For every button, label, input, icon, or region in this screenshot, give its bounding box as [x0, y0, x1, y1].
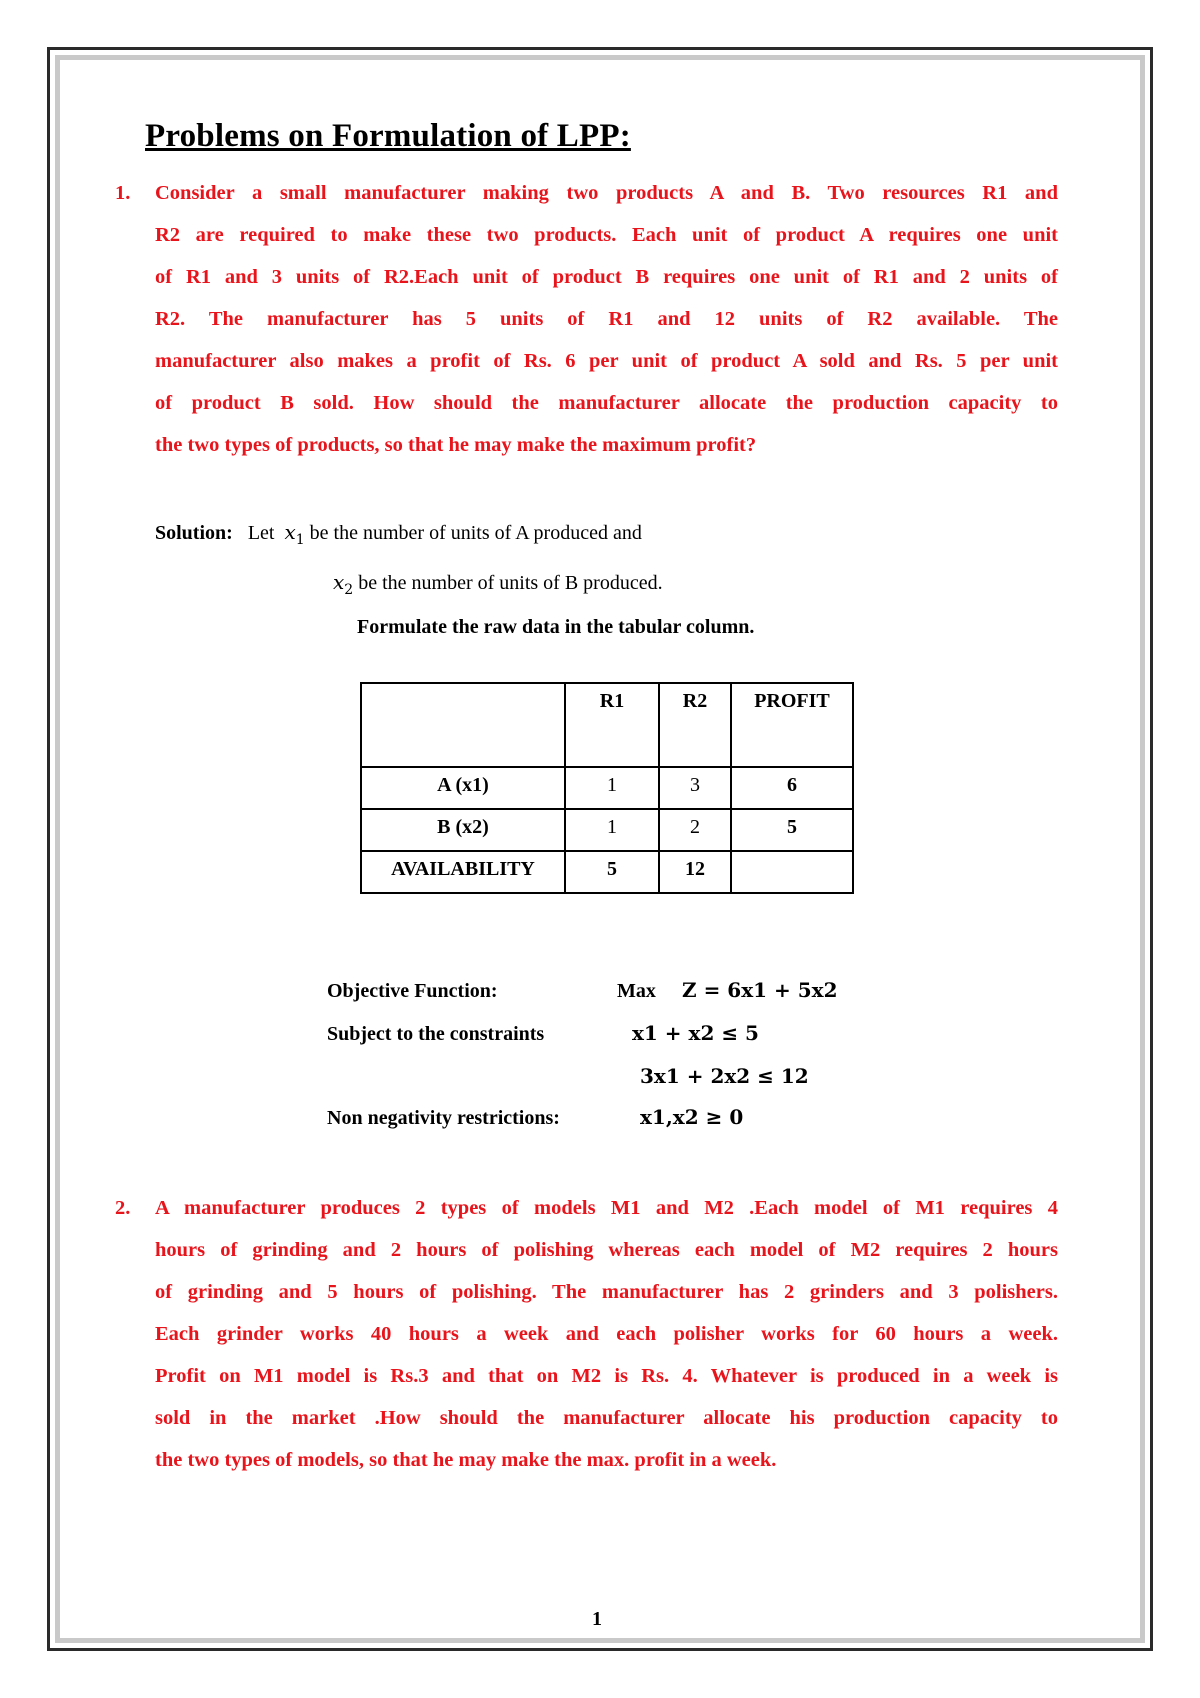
table-cell: 2 — [659, 809, 731, 851]
problem-line: R2. The manufacturer has 5 units of R1 and 12 units of R2 available. The — [155, 308, 1058, 330]
table-row — [361, 767, 853, 809]
solution-line-2 — [333, 570, 663, 598]
x1-definition: be the number of units of A produced and — [309, 522, 642, 544]
problem-line: Consider a small manufacturer making two products A and B. Two resources R1 and — [155, 182, 1058, 204]
nonneg-expression: x1,x2 ≥ 0 — [640, 1105, 744, 1129]
nonneg-label: Non negativity restrictions: — [327, 1107, 560, 1129]
constraints-label: Subject to the constraints — [327, 1023, 545, 1045]
problem-line: of grinding and 5 hours of polishing. The manufacturer has 2 grinders and 3 polishers. — [155, 1281, 1058, 1303]
problem-line: the two types of models, so that he may make the max. profit in a week. — [155, 1449, 777, 1471]
table-header-cell: PROFIT — [731, 683, 853, 767]
constraint-2: 3x1 + 2x2 ≤ 12 — [640, 1064, 809, 1088]
table-cell: 1 — [565, 809, 659, 851]
problem-line: the two types of products, so that he may make the maximum profit? — [155, 434, 757, 456]
solution-let: Let — [247, 522, 275, 544]
table-cell: 6 — [731, 767, 853, 809]
table-cell: B (x2) — [361, 809, 565, 851]
table-header-cell: R2 — [659, 683, 731, 767]
problem-line: Profit on M1 model is Rs.3 and that on M2 is Rs. 4. Whatever is produced in a week is — [155, 1365, 1058, 1387]
problem-line: R2 are required to make these two products. Each unit of product A requires one unit — [155, 224, 1058, 246]
table-caption: Formulate the raw data in the tabular column. — [357, 616, 755, 638]
table-header-cell: R1 — [565, 683, 659, 767]
table-cell: 5 — [565, 851, 659, 893]
table-cell: AVAILABILITY — [361, 851, 565, 893]
problem-line: of R1 and 3 units of R2.Each unit of product B requires one unit of R1 and 2 units of — [155, 266, 1058, 288]
constraint-1: x1 + x2 ≤ 5 — [632, 1021, 759, 1045]
page-title: Problems on Formulation of LPP: — [145, 118, 631, 154]
table-cell: A (x1) — [361, 767, 565, 809]
problem-1-text — [155, 172, 1058, 466]
solution-label: Solution: — [155, 522, 233, 544]
problem-line: A manufacturer produces 2 types of models M1 and M2 .Each model of M1 requires 4 — [155, 1197, 1058, 1219]
variable-x2: $x_2$ — [333, 570, 354, 598]
data-table — [360, 682, 854, 894]
table-header-cell — [361, 683, 565, 767]
table-cell: 5 — [731, 809, 853, 851]
problem-line: sold in the market .How should the manufacturer allocate his production capacity to — [155, 1407, 1058, 1429]
objective-expression: Z = 6x1 + 5x2 — [682, 978, 838, 1002]
problem-2-number: 2. — [115, 1197, 131, 1219]
problem-2-text — [155, 1187, 1058, 1481]
table-cell: 12 — [659, 851, 731, 893]
table-cell — [731, 851, 853, 893]
problem-2 — [115, 1187, 1058, 1481]
solution-line-1 — [155, 520, 642, 548]
table-header-row — [361, 683, 853, 767]
table-row — [361, 851, 853, 893]
problem-line: Each grinder works 40 hours a week and each polisher works for 60 hours a week. — [155, 1323, 1058, 1345]
table-cell: 3 — [659, 767, 731, 809]
problem-line: hours of grinding and 2 hours of polishing whereas each model of M2 requires 2 hours — [155, 1239, 1058, 1261]
variable-x1: $x_1$ — [284, 520, 305, 548]
table-cell: 1 — [565, 767, 659, 809]
problem-line: of product B sold. How should the manufacturer allocate the production capacity to — [155, 392, 1058, 414]
objective-max: Max — [617, 980, 656, 1002]
problem-line: manufacturer also makes a profit of Rs. 6 per unit of product A sold and Rs. 5 per unit — [155, 350, 1058, 372]
objective-label: Objective Function: — [327, 980, 498, 1002]
x2-definition: be the number of units of B produced. — [358, 572, 663, 594]
problem-1-number: 1. — [115, 182, 131, 204]
problem-1 — [115, 172, 1058, 466]
table-row — [361, 809, 853, 851]
page-number: 1 — [592, 1608, 602, 1630]
